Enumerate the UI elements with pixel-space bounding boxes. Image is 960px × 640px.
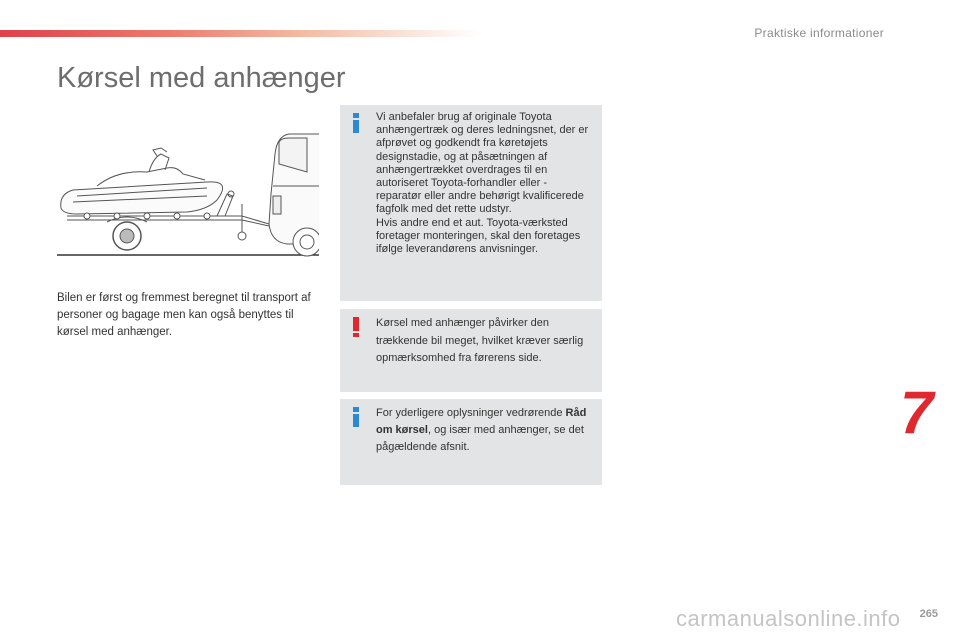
info-box-driving-advice: [340, 399, 602, 485]
section-title: Praktiske informationer: [754, 26, 884, 40]
watermark: carmanualsonline.info: [676, 606, 901, 631]
info-text-before: For yderligere oplysninger vedrørende: [376, 407, 566, 419]
info-icon: [351, 113, 361, 133]
header-accent-bar: [0, 30, 480, 37]
info-box-recommendation: [340, 105, 602, 301]
info-icon: [351, 407, 361, 427]
warning-box-trailer: [340, 309, 602, 392]
chapter-number: 7: [900, 379, 934, 446]
info-box-driving-advice-text: [376, 405, 592, 456]
warning-box-trailer-text: Kørsel med anhænger påvirker den trækkende bil meget, hvilket kræver særlig opmærksomhed fra førerens side.: [376, 317, 584, 364]
driving-advice-reference: Råd om kørsel: [376, 407, 587, 436]
warning-icon: [351, 317, 361, 337]
info-box-recommendation-text: Vi anbefaler brug af originale Toyota anhængertræk og deres ledningsnet, der er afprøvet og godkendt fra køretøjets designstadie, og at påsætningen af anhængertrækket overdrages til en autoriseret Toyota-forhandler eller -reparatør eller andre behørigt kvalificerede fagfolk med det rette udstyr. Hvis andre end et aut. Toyota-værksted foretager monteringen, skal den foretages ifølge leverandørens anvisninger.: [376, 111, 589, 256]
info-text-after: , og især med anhænger, se det pågældende afsnit.: [376, 424, 584, 453]
page-title: Kørsel med anhænger: [57, 62, 346, 94]
intro-paragraph: Bilen er først og fremmest beregnet til transport af personer og bagage men kan også benyttes til kørsel med anhænger.: [57, 292, 311, 338]
page-number: 265: [919, 608, 938, 620]
trailer-jetski-illustration: [57, 124, 319, 260]
